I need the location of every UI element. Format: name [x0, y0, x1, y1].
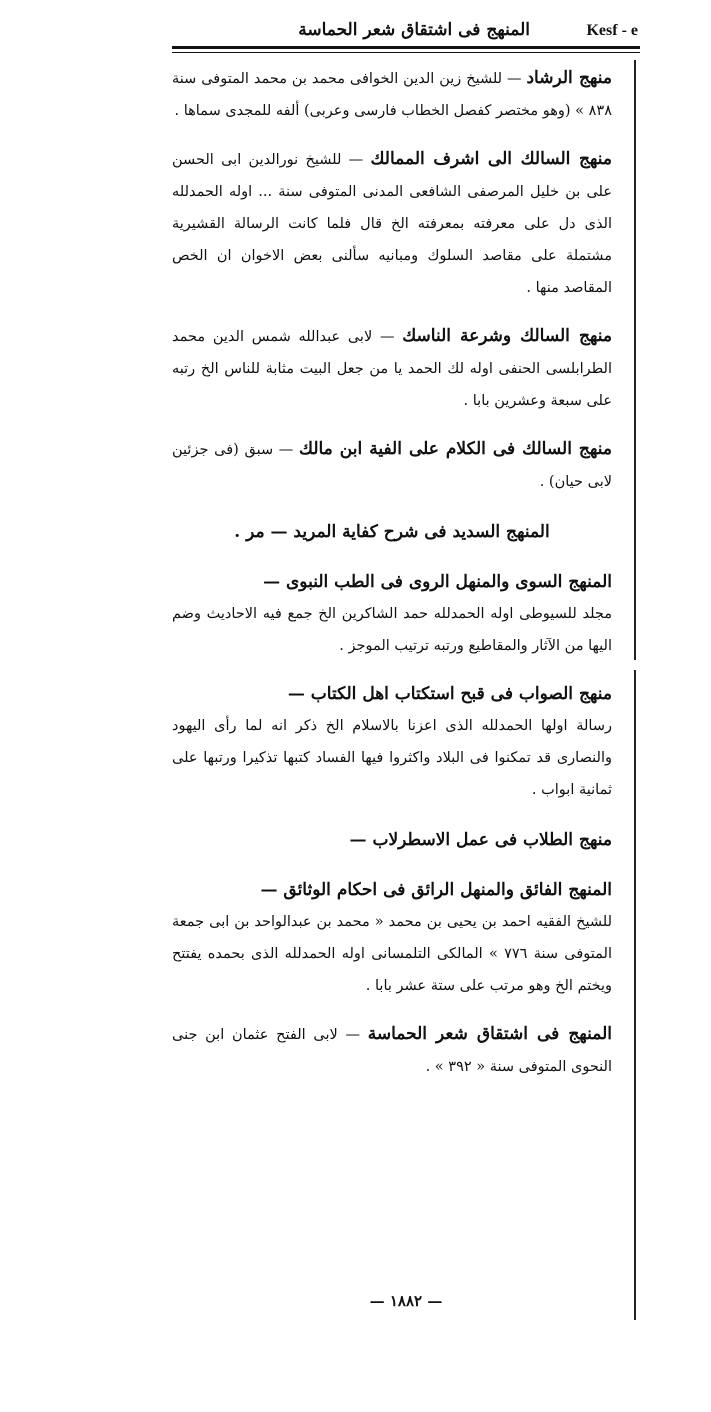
entry-title: منهج السالك الى اشرف الممالك [370, 149, 613, 169]
entry-title: المنهج فى اشتقاق شعر الحماسة [367, 1024, 612, 1044]
entry-title: منهج الصواب فى قبح استكتاب اهل الكتاب — [287, 684, 612, 704]
entry [172, 678, 612, 806]
header-rule-thick [172, 46, 640, 49]
running-header [172, 12, 640, 46]
entry-body: للشيخ الفقيه احمد بن يحيى بن محمد « محمد بن عبدالواحد بن ابى جمعة المتوفى سنة ٧٧٦ » المالكى التلمسانى اوله الحمدلله الذى بحمده يفتتح ويختم الخ وهو مرتب على ستة عشر بابا . [172, 914, 613, 994]
entry-title: المنهج السديد فى شرح كفاية المريد — مر . [234, 522, 550, 542]
header-rule-thin [172, 52, 640, 53]
entry-title: منهج الطلاب فى عمل الاسطرلاب — [349, 830, 612, 850]
entry [172, 822, 612, 858]
entry-body: — للشيخ نورالدين ابى الحسن على بن خليل المرصفى الشافعى المدنى المتوفى سنة ... اوله الحمدلله الذى دل على معرفته بمعرفته الخ قال فلما كانت الرسالة القشيرية مشتملة على مقاصد السلوك ومبانيه سألنى بعض الاخوان ان الخص المقاصد منها . [172, 152, 612, 296]
entry-text [172, 62, 612, 127]
entry-text [172, 320, 612, 417]
margin-line-lower [634, 670, 636, 1320]
entry [172, 320, 612, 417]
entry-body: — للشيخ زين الدين الخوافى محمد بن محمد المتوفى سنة ٨٣٨ » (وهو مختصر كفصل الخطاب فارسى وعربى) ألفه للمجدى سماها . [172, 71, 612, 119]
entry-text [172, 1018, 612, 1083]
entry-body: — سبق (فى جزئين لابى حيان) . [172, 442, 612, 490]
header-code: Kesf - e [586, 22, 638, 39]
entry-body: مجلد للسيوطى اوله الحمدلله حمد الشاكرين الخ جمع فيه الاحاديث وضم اليها من الآثار والمقاطيع ورتبه ترتيب الموجز . [172, 606, 612, 654]
entry-body: — لابى الفتح عثمان ابن جنى النحوى المتوفى سنة « ٣٩٢ » . [172, 1027, 612, 1075]
entry [172, 1018, 612, 1083]
entry-text [172, 433, 612, 498]
entry-title: المنهج الفائق والمنهل الرائق فى احكام الوثائق — [260, 880, 612, 900]
entries-column [172, 62, 612, 1099]
margin-line-upper [634, 60, 636, 660]
entry-title: منهج السالك وشرعة الناسك [402, 326, 612, 346]
entry [172, 566, 612, 662]
entry-title: منهج السالك فى الكلام على الفية ابن مالك [299, 439, 612, 459]
entry [172, 874, 612, 1002]
entry [172, 514, 612, 550]
entry [172, 143, 612, 304]
entry [172, 433, 612, 498]
entry-title: منهج الرشاد [526, 68, 613, 88]
page-number: — ١٨٨٢ — [369, 1292, 443, 1310]
entry-body: — لابى عبدالله شمس الدين محمد الطرابلسى الحنفى اوله لك الحمد يا من جعل البيت مثابة للناس الخ رتبه على سبعة وعشرين بابا . [172, 329, 612, 409]
entry-text [172, 143, 612, 304]
entry [172, 62, 612, 127]
entry-body: رسالة اولها الحمدلله الذى اعزنا بالاسلام الخ ذكر انه لما رأى اليهود والنصارى قد تمكنوا فى البلاد واكثروا فيها الفساد كتبها تذكيرا ورتبها على ثمانية ابواب . [172, 718, 612, 798]
header-title: المنهج فى اشتقاق شعر الحماسة [298, 20, 530, 40]
entry-title: المنهج السوى والمنهل الروى فى الطب النبوى — [263, 572, 612, 592]
